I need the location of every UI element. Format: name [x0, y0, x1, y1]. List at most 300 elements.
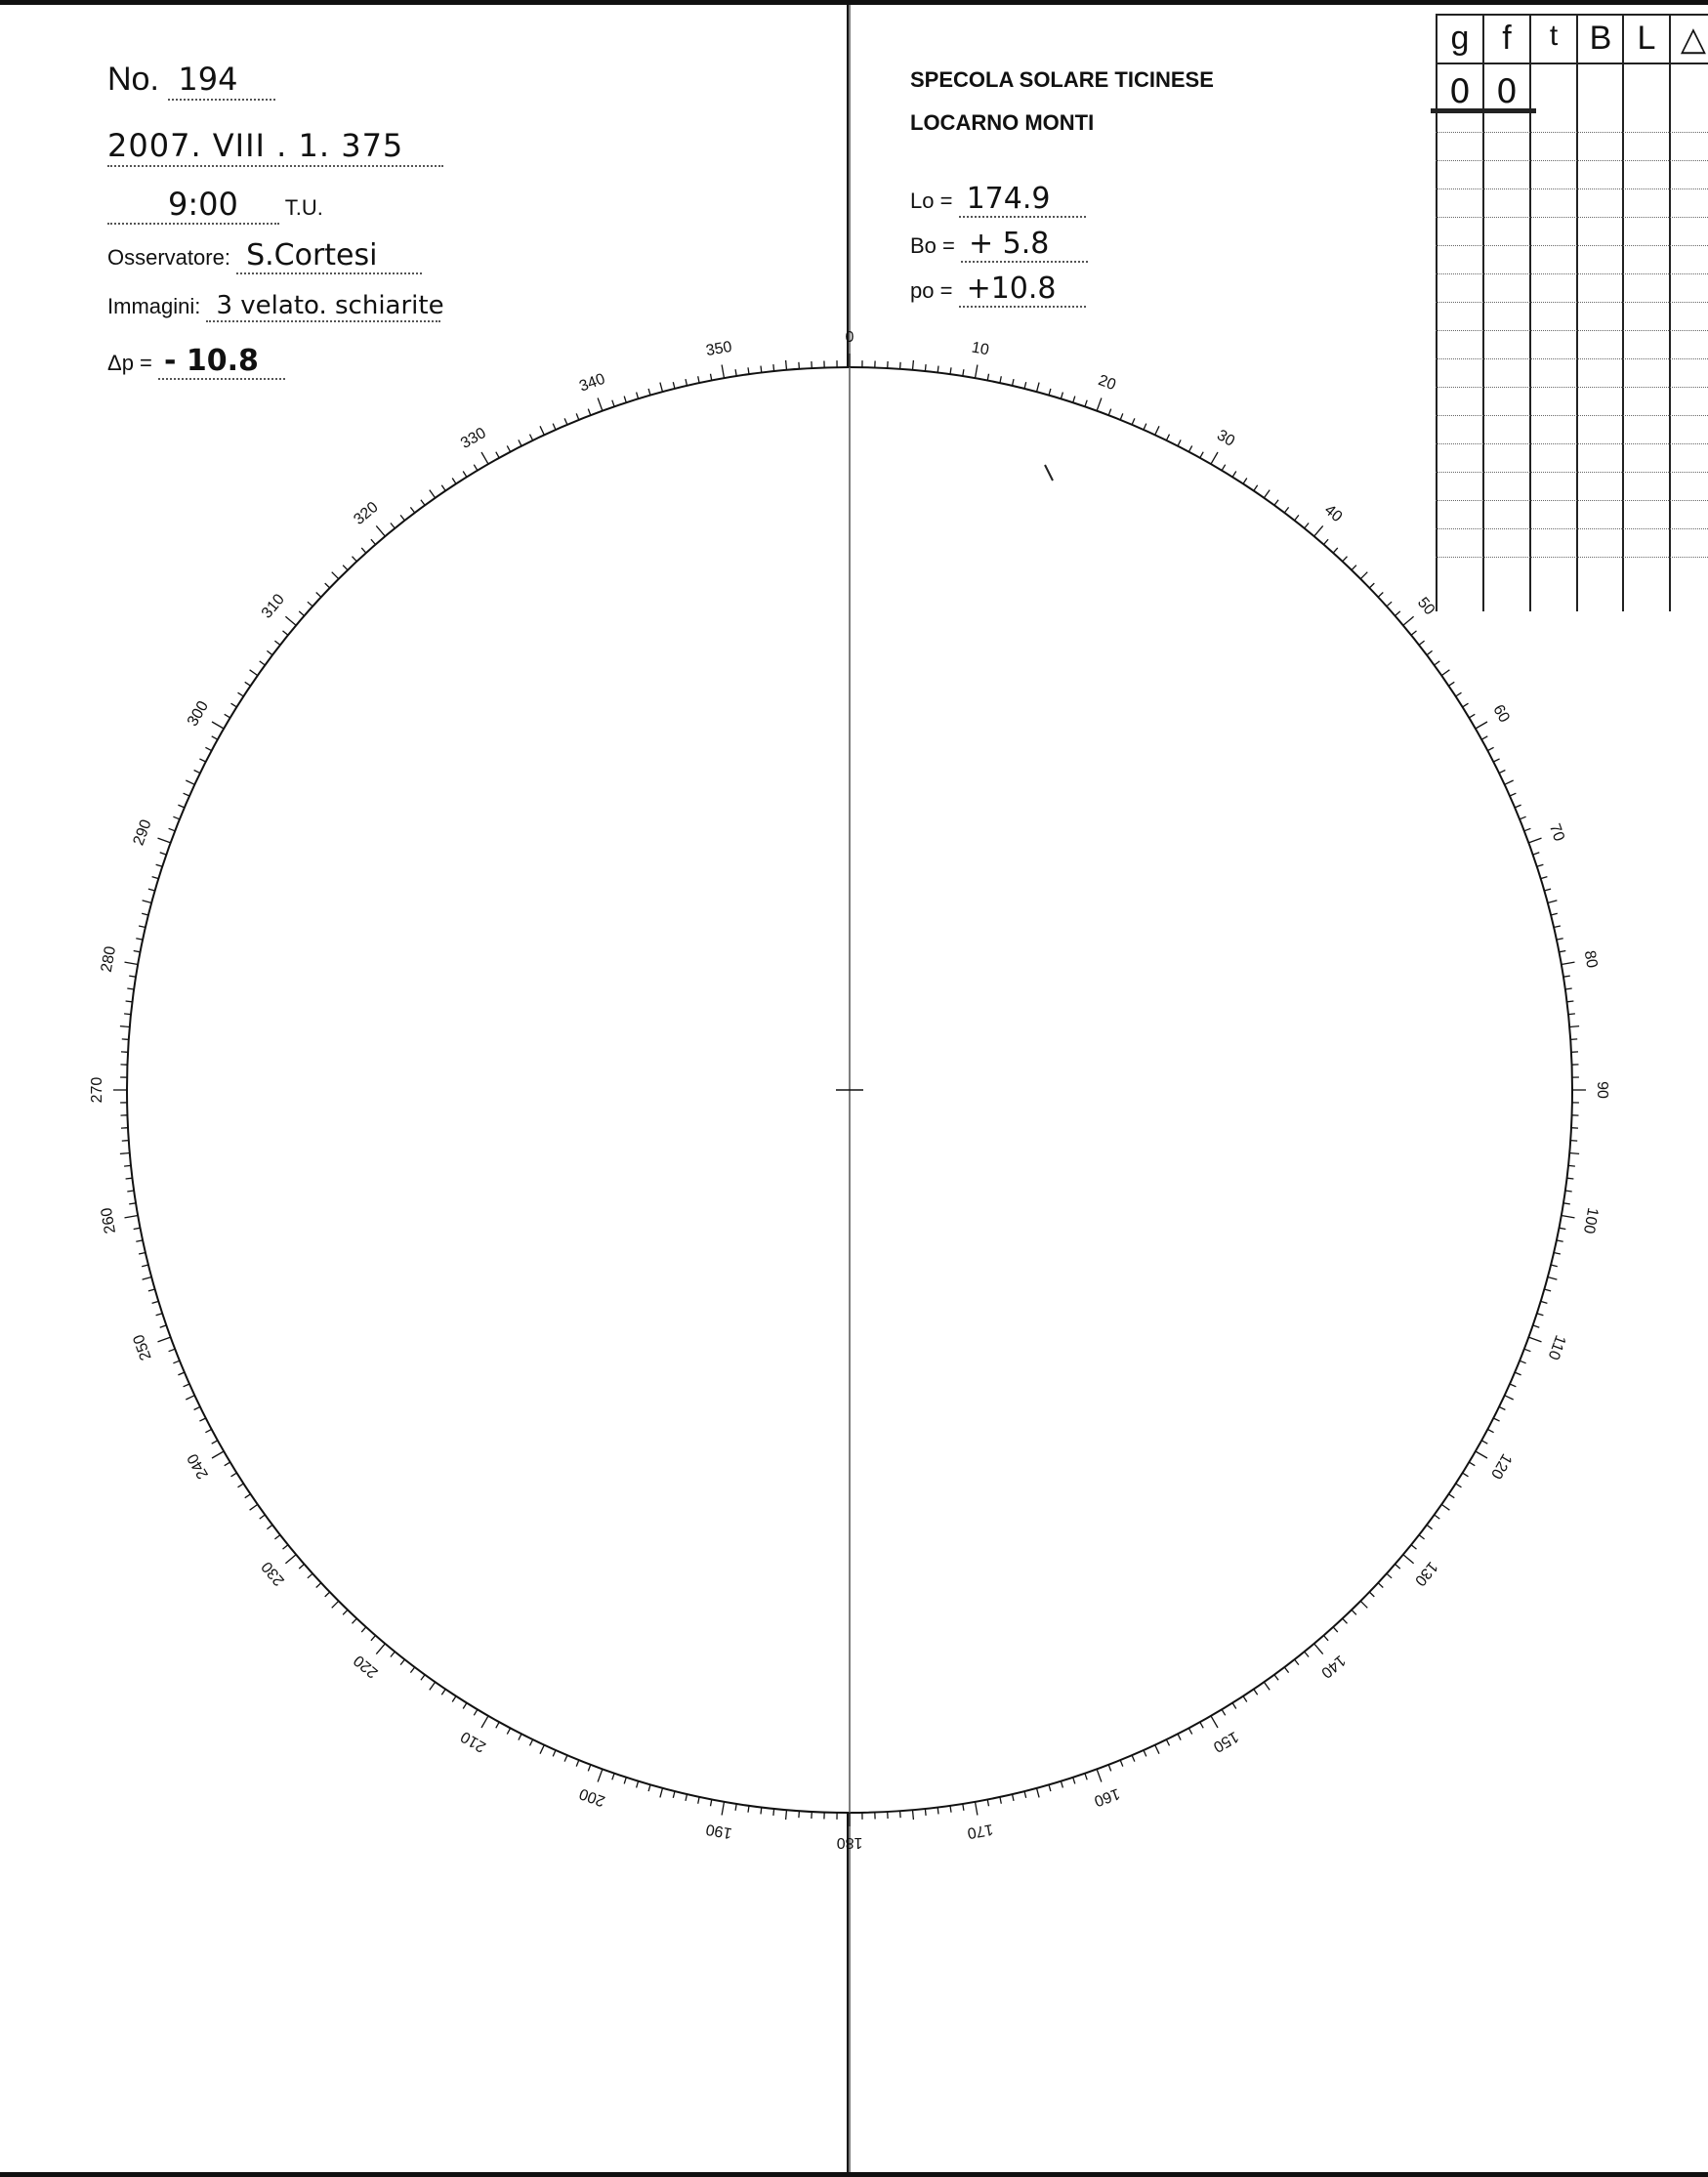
degree-tick [1222, 465, 1226, 471]
degree-tick [421, 1675, 425, 1681]
degree-tick [134, 951, 141, 952]
degree-tick [148, 889, 155, 891]
degree-tick [158, 1337, 171, 1342]
degree-label-100: 100 [1579, 1206, 1602, 1235]
degree-tick [1295, 1659, 1299, 1665]
degree-tick [308, 1573, 312, 1578]
degree-tick [1520, 816, 1526, 819]
degree-tick [1557, 1240, 1563, 1241]
degree-tick [937, 1808, 938, 1815]
degree-tick [786, 1810, 787, 1820]
degree-tick [519, 1734, 521, 1739]
degree-tick [722, 365, 724, 379]
degree-tick [452, 479, 456, 484]
degree-tick [160, 1325, 167, 1327]
degree-tick [1557, 939, 1563, 940]
degree-label-50: 50 [1413, 594, 1438, 619]
degree-tick [1085, 400, 1087, 407]
degree-label-270: 270 [89, 1076, 106, 1104]
degree-tick [283, 631, 288, 635]
degree-tick [376, 1644, 385, 1654]
table-header-B: B [1589, 20, 1612, 57]
degree-tick [530, 1739, 533, 1745]
institute-name: SPECOLA SOLARE TICINESE [910, 67, 1214, 92]
degree-tick [913, 1810, 914, 1820]
degree-label-300: 300 [184, 698, 213, 730]
degree-label-310: 310 [258, 591, 288, 622]
degree-tick [1551, 1265, 1558, 1267]
degree-tick [1200, 1722, 1203, 1728]
degree-tick [1243, 1696, 1247, 1702]
degree-tick [1463, 703, 1469, 707]
degree-tick [1403, 1555, 1414, 1564]
degree-tick [1411, 1545, 1416, 1549]
degree-tick [126, 1001, 133, 1002]
degree-tick [1487, 1429, 1493, 1432]
degree-label-120: 120 [1486, 1450, 1516, 1482]
degree-tick [371, 1636, 376, 1641]
param-B0-label: Bo = [910, 233, 955, 258]
degree-label-350: 350 [704, 338, 733, 360]
degree-tick [1024, 382, 1026, 389]
degree-tick [496, 452, 499, 458]
degree-tick [1188, 1728, 1191, 1734]
degree-tick [299, 611, 304, 616]
degree-tick [127, 1191, 134, 1192]
degree-tick [1013, 379, 1015, 386]
degree-tick [1254, 1690, 1258, 1696]
degree-tick [1456, 1484, 1462, 1487]
degree-tick [205, 1429, 211, 1432]
degree-tick [400, 1659, 404, 1665]
degree-tick [1548, 1277, 1558, 1280]
degree-tick [900, 1811, 901, 1818]
degree-tick [1427, 650, 1433, 654]
degree-tick [1295, 515, 1299, 521]
degree-tick [1120, 1760, 1123, 1767]
degree-tick [1554, 926, 1561, 928]
degree-tick [225, 1462, 230, 1466]
degree-tick [143, 1277, 152, 1280]
degree-tick [1562, 962, 1575, 964]
degree-tick [463, 472, 467, 478]
degree-tick [1049, 389, 1051, 396]
table-value-f: 0 [1496, 72, 1518, 111]
degree-tick [564, 418, 567, 424]
degree-tick [169, 1349, 176, 1352]
degree-tick [205, 747, 211, 750]
degree-label-190: 190 [704, 1820, 733, 1842]
degree-tick [648, 389, 650, 396]
degree-tick [238, 692, 244, 696]
degree-tick [1305, 1652, 1309, 1656]
degree-tick [430, 1682, 436, 1690]
degree-tick [169, 828, 176, 831]
degree-tick [1411, 631, 1416, 635]
degree-tick [1481, 736, 1487, 739]
degree-tick [1493, 759, 1499, 762]
degree-tick [1378, 593, 1383, 598]
degree-tick [1369, 1592, 1374, 1597]
degree-tick [1469, 1462, 1475, 1466]
degree-tick [1097, 398, 1102, 411]
degree-tick [125, 962, 139, 964]
degree-tick [481, 1716, 488, 1728]
degree-tick [598, 1769, 603, 1781]
degree-tick [686, 379, 687, 386]
degree-tick [231, 1473, 237, 1477]
degree-tick [267, 1525, 272, 1528]
degree-label-200: 200 [577, 1784, 607, 1810]
degree-tick [1061, 393, 1062, 399]
degree-tick [1378, 1583, 1383, 1588]
degree-tick [1456, 692, 1462, 696]
degree-tick [660, 1788, 663, 1798]
degree-tick [1232, 1703, 1236, 1709]
degree-tick [1510, 1384, 1516, 1387]
degree-tick [576, 1760, 579, 1767]
degree-tick [285, 1555, 296, 1564]
degree-tick [1232, 472, 1236, 478]
degree-tick [637, 393, 639, 399]
degree-tick [173, 1361, 180, 1363]
degree-tick [474, 465, 478, 471]
degree-label-70: 70 [1545, 821, 1567, 844]
degree-tick [361, 548, 366, 553]
degree-tick [1463, 1473, 1469, 1477]
degree-tick [1524, 828, 1531, 831]
degree-tick [125, 1216, 139, 1218]
degree-tick [194, 771, 200, 774]
degree-tick [441, 1690, 445, 1696]
degree-tick [1493, 1418, 1499, 1421]
degree-tick [553, 424, 556, 430]
degree-tick [124, 1014, 131, 1015]
degree-tick [1435, 661, 1440, 665]
degree-tick [1243, 479, 1247, 484]
degree-tick [274, 1535, 280, 1539]
degree-tick [735, 1804, 736, 1811]
degree-tick [1570, 1039, 1577, 1040]
degree-tick [178, 805, 184, 808]
degree-tick [142, 1265, 148, 1267]
degree-tick [976, 1802, 978, 1816]
degree-tick [1541, 1301, 1548, 1303]
degree-tick [722, 1802, 724, 1816]
degree-tick [1000, 1797, 1001, 1804]
degree-tick [212, 1451, 224, 1458]
degree-tick [1284, 507, 1288, 513]
param-L0-label: Lo = [910, 188, 953, 213]
degree-tick [410, 507, 414, 513]
degree-tick [1144, 1750, 1146, 1756]
degree-tick [250, 1504, 258, 1510]
degree-tick [1178, 440, 1181, 445]
degree-tick [1360, 1601, 1367, 1608]
degree-tick [540, 1745, 544, 1754]
degree-tick [1476, 722, 1487, 729]
degree-tick [564, 1755, 567, 1761]
degree-tick [283, 1545, 288, 1549]
degree-label-130: 130 [1411, 1558, 1441, 1589]
degree-tick [199, 1418, 205, 1421]
degree-tick [325, 1592, 330, 1597]
degree-tick [698, 1797, 699, 1804]
degree-label-40: 40 [1320, 501, 1346, 526]
degree-tick [212, 722, 224, 729]
degree-tick [925, 364, 926, 371]
degree-tick [1024, 1791, 1026, 1798]
degree-label-0: 0 [845, 329, 854, 347]
degree-tick [1524, 1349, 1531, 1352]
degree-label-160: 160 [1092, 1784, 1122, 1810]
param-B0-value: + 5.8 [969, 227, 1050, 261]
degree-tick [245, 1494, 251, 1498]
degree-tick [976, 365, 978, 379]
degree-tick [430, 490, 436, 498]
degree-tick [260, 661, 266, 665]
degree-tick [136, 939, 143, 940]
degree-tick [148, 1289, 155, 1291]
observation-number-value: 194 [178, 61, 238, 98]
degree-tick [507, 445, 510, 451]
degree-tick [1324, 1636, 1329, 1641]
degree-tick [748, 367, 749, 374]
observer-value: S.Cortesi [246, 238, 378, 272]
degree-tick [1037, 383, 1040, 393]
degree-tick [612, 400, 614, 407]
degree-tick [1211, 452, 1218, 464]
degree-tick [588, 409, 591, 416]
degree-tick [773, 364, 774, 371]
degree-tick [308, 602, 312, 607]
degree-tick [1537, 864, 1544, 866]
degree-tick [1499, 771, 1505, 774]
degree-tick [376, 525, 385, 536]
degree-tick [1144, 424, 1146, 430]
degree-tick [660, 383, 663, 393]
degree-tick [1567, 1178, 1574, 1179]
degree-tick [353, 557, 357, 562]
pencil-mark [1045, 465, 1053, 481]
degree-tick [1396, 611, 1400, 616]
degree-tick [1563, 1203, 1570, 1204]
degree-tick [1499, 1406, 1505, 1409]
degree-tick [963, 1804, 964, 1811]
degree-label-180: 180 [836, 1833, 863, 1851]
degree-tick [1013, 1794, 1015, 1801]
degree-tick [160, 853, 167, 855]
degree-tick [353, 1618, 357, 1623]
degree-tick [1333, 1627, 1338, 1632]
degree-tick [1360, 572, 1367, 579]
degree-tick [122, 1039, 129, 1040]
degree-label-240: 240 [184, 1450, 213, 1482]
degree-tick [463, 1703, 467, 1709]
degree-tick [1073, 397, 1075, 403]
degree-tick [343, 565, 348, 570]
degree-tick [1541, 877, 1548, 879]
degree-tick [1559, 1228, 1565, 1229]
degree-tick [1396, 1565, 1400, 1570]
degree-label-290: 290 [130, 817, 155, 848]
degree-tick [1037, 1788, 1040, 1798]
degree-tick [410, 1667, 414, 1673]
degree-tick [1264, 490, 1270, 498]
degree-tick [129, 1203, 136, 1204]
observation-number-label: No. [107, 61, 159, 98]
degree-tick [325, 583, 330, 588]
images-label: Immagini: [107, 294, 201, 318]
degree-tick [134, 1228, 141, 1229]
table-header-L: L [1637, 20, 1656, 57]
degree-tick [332, 572, 339, 579]
degree-tick [1314, 525, 1323, 536]
degree-tick [673, 382, 675, 389]
degree-tick [1305, 523, 1309, 528]
degree-tick [361, 1627, 366, 1632]
date-value: 2007. VIII . 1. 375 [107, 127, 404, 164]
degree-tick [212, 1441, 218, 1444]
degree-label-330: 330 [458, 424, 489, 453]
time-value: 9:00 [168, 186, 238, 223]
degree-tick [421, 500, 425, 506]
degree-tick [1324, 539, 1329, 544]
degree-tick [735, 369, 736, 376]
degree-tick [1343, 557, 1348, 562]
degree-tick [158, 838, 171, 843]
degree-tick [231, 703, 237, 707]
degree-label-20: 20 [1096, 372, 1118, 395]
degree-label-280: 280 [98, 944, 120, 974]
degree-tick [950, 367, 951, 374]
degree-tick [139, 926, 146, 928]
degree-tick [963, 369, 964, 376]
degree-tick [1155, 426, 1159, 435]
degree-tick [1505, 1396, 1514, 1400]
degree-tick [937, 366, 938, 373]
degree-tick [1314, 1644, 1323, 1654]
degree-label-260: 260 [98, 1206, 120, 1235]
degree-tick [1569, 1153, 1579, 1154]
degree-tick [1254, 485, 1258, 491]
solar-disk [89, 5, 1610, 2172]
degree-label-220: 220 [351, 1652, 382, 1682]
degree-tick [1108, 1765, 1111, 1772]
degree-tick [900, 362, 901, 369]
degree-tick [1565, 1191, 1572, 1192]
degree-tick [1449, 1494, 1455, 1498]
degree-tick [1565, 988, 1572, 989]
degree-tick [1333, 548, 1338, 553]
degree-tick [686, 1794, 687, 1801]
institute-location: LOCARNO MONTI [910, 110, 1095, 135]
degree-tick [519, 440, 521, 445]
degree-tick [1049, 1784, 1051, 1791]
degree-tick [316, 1583, 321, 1588]
degree-tick [1528, 1337, 1541, 1342]
degree-tick [267, 650, 272, 654]
degree-tick [773, 1809, 774, 1816]
degree-tick [1559, 951, 1565, 952]
degree-tick [142, 913, 148, 915]
degree-tick [250, 670, 258, 676]
degree-tick [1166, 1739, 1169, 1745]
degree-tick [316, 593, 321, 598]
degree-tick [1548, 900, 1558, 903]
degree-tick [1200, 452, 1203, 458]
degree-tick [1343, 1618, 1348, 1623]
degree-tick [1515, 805, 1521, 808]
degree-tick [481, 452, 488, 464]
degree-tick [540, 426, 544, 435]
degree-tick [1544, 1289, 1551, 1291]
degree-label-320: 320 [351, 498, 382, 528]
degree-tick [184, 1384, 189, 1387]
degree-tick [761, 1808, 762, 1815]
degree-label-10: 10 [970, 339, 990, 359]
param-p0-label: po = [910, 278, 953, 303]
degree-tick [1419, 1535, 1425, 1539]
degree-tick [1487, 747, 1493, 750]
degree-tick [913, 360, 914, 370]
degree-tick [199, 759, 205, 762]
degree-label-90: 90 [1593, 1081, 1610, 1099]
degree-label-170: 170 [966, 1820, 995, 1842]
degree-tick [260, 1515, 266, 1519]
degree-tick [136, 1240, 143, 1241]
observer-label: Osservatore: [107, 245, 230, 270]
degree-tick [1551, 913, 1558, 915]
degree-tick [1476, 1451, 1487, 1458]
degree-tick [624, 1778, 626, 1784]
degree-tick [245, 682, 251, 686]
degree-tick [186, 1396, 194, 1400]
degree-label-80: 80 [1580, 949, 1601, 970]
degree-label-110: 110 [1544, 1332, 1569, 1362]
degree-tick [371, 539, 376, 544]
degree-tick [1427, 1525, 1433, 1528]
degree-tick [1188, 445, 1191, 451]
degree-tick [1533, 853, 1540, 855]
images-value: 3 velato. schiarite [216, 291, 444, 320]
degree-tick [127, 988, 134, 989]
degree-tick [212, 736, 218, 739]
degree-tick [1449, 682, 1455, 686]
degree-tick [1563, 976, 1570, 977]
degree-label-30: 30 [1214, 427, 1238, 450]
degree-tick [1352, 1610, 1356, 1614]
degree-tick [156, 1314, 163, 1316]
degree-tick [576, 413, 579, 420]
degree-tick [1132, 418, 1135, 424]
degree-tick [474, 1709, 478, 1715]
degree-tick [1085, 1774, 1087, 1780]
degree-label-210: 210 [458, 1727, 489, 1756]
degree-tick [400, 515, 404, 521]
degree-tick [530, 435, 533, 440]
degree-tick [1469, 714, 1475, 718]
degree-label-60: 60 [1489, 701, 1513, 726]
degree-tick [139, 1253, 146, 1255]
degree-tick [178, 1372, 184, 1375]
degree-tick [1120, 413, 1123, 420]
degree-tick [1441, 1504, 1449, 1510]
degree-tick [1284, 1667, 1288, 1673]
degree-tick [1528, 838, 1541, 843]
degree-tick [648, 1784, 650, 1791]
degree-label-140: 140 [1317, 1652, 1349, 1682]
